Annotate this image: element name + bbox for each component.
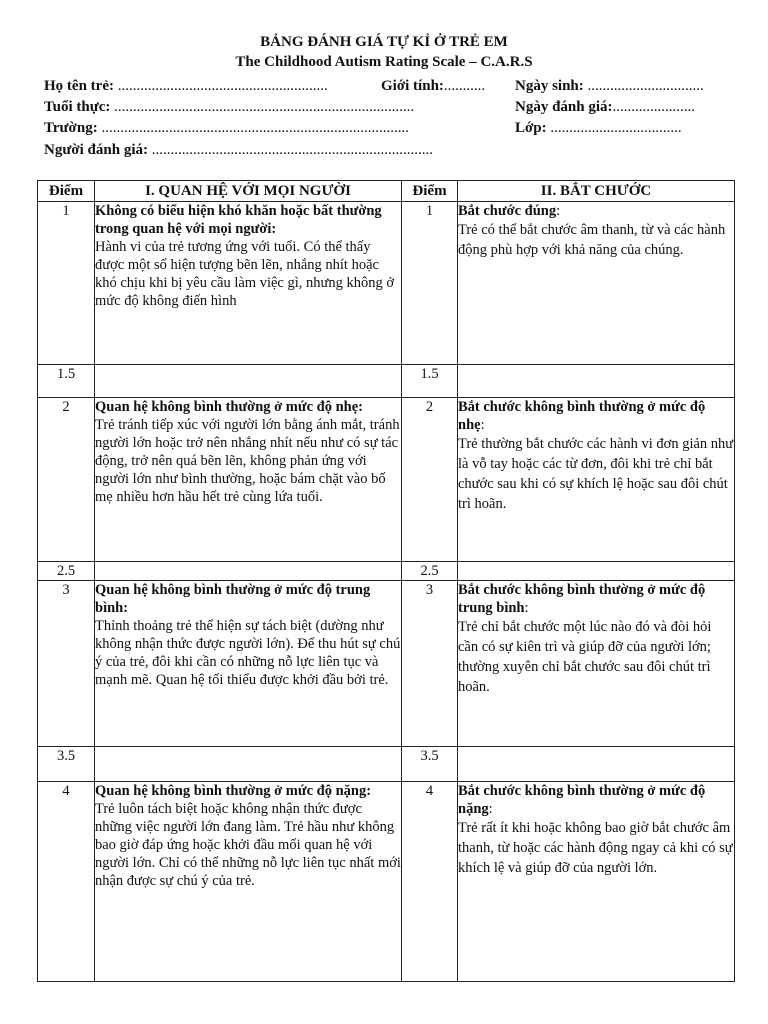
score-cell: 1 <box>38 202 95 365</box>
imitation-cell: Bắt chước không bình thường ở mức độ nhẹ: Trẻ thường bắt chước các hành vi đơn giản như là vỗ tay hoặc các từ đơn, đôi khi trẻ chỉ bắt chước sau khi có sự khích lệ hoặc sau đôi chút trì hoãn. <box>458 398 735 562</box>
imitation-description: Trẻ có thể bắt chước âm thanh, từ và các hành động phù hợp với khả năng của chúng. <box>458 222 726 258</box>
imitation-cell: Bắt chước đúng: Trẻ có thể bắt chước âm thanh, từ và các hành động phù hợp với khả năng của chúng. <box>458 202 735 365</box>
table-row <box>38 562 735 581</box>
age-dots: ................................................................................ <box>110 99 415 115</box>
relationships-heading: Quan hệ không bình thường ở mức độ nhẹ: <box>95 399 363 415</box>
empty-cell <box>95 747 402 782</box>
table-header-row <box>38 181 735 202</box>
empty-cell <box>458 562 735 581</box>
imitation-heading: Bắt chước không bình thường ở mức độ trung bình <box>458 582 706 616</box>
dob-dots: ............................... <box>583 78 704 94</box>
gender-field <box>381 77 485 95</box>
score-cell-2: 2 <box>402 398 458 562</box>
eval-date-dots: ...................... <box>612 99 696 115</box>
relationships-cell <box>95 202 402 365</box>
table-row <box>38 398 735 562</box>
empty-cell <box>95 562 402 581</box>
dob-label: Ngày sinh: <box>515 78 584 94</box>
score-cell-2: 1 <box>402 202 458 365</box>
relationships-description: Hành vi của trẻ tương ứng với tuổi. Có thể thấy được một số hiện tượng bẽn lẽn, nhắng nhít hoặc khó chịu khi bị yêu cầu làm việc gì, nhưng không ở mức độ không điển hình <box>95 239 395 309</box>
class-label: Lớp: <box>515 120 547 136</box>
imitation-cell: Bắt chước không bình thường ở mức độ trung bình: Trẻ chỉ bắt chước một lúc nào đó và đòi hỏi cần có sự kiên trì và giúp đỡ của người lớn; thường xuyên chỉ bắt chước sau đôi chút trì hoãn. <box>458 581 735 747</box>
imitation-column-header: II. BẮT CHƯỚC <box>458 181 735 202</box>
gender-label: Giới tính: <box>381 78 444 94</box>
table-row <box>38 365 735 398</box>
score-cell-2: 3.5 <box>402 747 458 782</box>
relationships-heading: Không có biểu hiện khó khăn hoặc bất thường trong quan hệ với mọi người: <box>95 203 382 237</box>
dob-field <box>515 77 704 95</box>
age-field <box>44 98 414 116</box>
score-column-header-2: Điểm <box>402 181 458 202</box>
table-row <box>38 202 735 365</box>
document-subtitle: The Childhood Autism Rating Scale – C.A.R.S <box>235 54 533 70</box>
table-row <box>38 747 735 782</box>
score-cell-2: 1.5 <box>402 365 458 398</box>
relationships-description: Trẻ luôn tách biệt hoặc không nhận thức được những việc người lớn đang làm. Trẻ hầu như không bao giờ đáp ứng hoặc khởi đầu mối quan hệ với người lớn. Chỉ có thể những nỗ lực liên tục nhất mới nhận được sự chú ý của trẻ. <box>95 801 401 889</box>
imitation-heading: Bắt chước đúng <box>458 203 557 219</box>
child-name-dots: ........................................................ <box>113 78 328 94</box>
score-cell: 3.5 <box>38 747 95 782</box>
evaluator-dots: ........................................................................... <box>148 142 433 158</box>
score-cell: 3 <box>38 581 95 747</box>
score-cell-2: 3 <box>402 581 458 747</box>
score-cell-2: 2.5 <box>402 562 458 581</box>
imitation-heading: Bắt chước không bình thường ở mức độ nặng <box>458 783 706 817</box>
age-label: Tuổi thực: <box>44 99 111 115</box>
relationships-description: Thỉnh thoảng trẻ thể hiện sự tách biệt (dường như không nhận thức được người lớn). Để thu hút sự chú ý của trẻ, đôi khi cần có những nỗ lực liên tục và mạnh mẽ. Quan hệ tối thiểu được khởi đầu bởi trẻ. <box>95 618 401 688</box>
empty-cell <box>95 365 402 398</box>
relationships-heading: Quan hệ không bình thường ở mức độ nặng: <box>95 783 372 799</box>
score-cell-2: 4 <box>402 782 458 982</box>
imitation-description: Trẻ rất ít khi hoặc không bao giờ bắt chước âm thanh, từ hoặc các hành động ngay cả khi có sự khích lệ và giúp đỡ của người lớn. <box>458 820 733 876</box>
school-label: Trường: <box>44 120 98 136</box>
imitation-cell: Bắt chước không bình thường ở mức độ nặng: Trẻ rất ít khi hoặc không bao giờ bắt chước âm thanh, từ hoặc các hành động ngay cả khi có sự khích lệ và giúp đỡ của người lớn. <box>458 782 735 982</box>
score-cell: 2.5 <box>38 562 95 581</box>
score-cell: 1.5 <box>38 365 95 398</box>
empty-cell <box>458 747 735 782</box>
score-cell: 2 <box>38 398 95 562</box>
evaluator-label: Người đánh giá: <box>44 142 148 158</box>
class-field <box>515 119 682 137</box>
child-name-label: Họ tên trẻ: <box>44 78 114 94</box>
relationships-heading: Quan hệ không bình thường ở mức độ trung bình: <box>95 582 371 616</box>
empty-cell <box>458 365 735 398</box>
child-name-field <box>44 77 328 95</box>
imitation-description: Trẻ thường bắt chước các hành vi đơn giản như là vỗ tay hoặc các từ đơn, đôi khi trẻ chỉ bắt chước sau khi có sự khích lệ hoặc sau đôi chút trì hoãn. <box>458 436 734 512</box>
evaluator-field <box>44 141 433 159</box>
class-dots: ................................... <box>546 120 682 136</box>
imitation-heading: Bắt chước không bình thường ở mức độ nhẹ <box>458 399 706 433</box>
cars-rating-table <box>37 180 735 982</box>
eval-date-label: Ngày đánh giá: <box>515 99 613 115</box>
eval-date-field <box>515 98 695 116</box>
gender-dots: ........... <box>443 78 486 94</box>
relationships-cell <box>95 782 402 982</box>
school-dots: .................................................................................. <box>97 120 409 136</box>
relationships-cell <box>95 398 402 562</box>
document-title: BẢNG ĐÁNH GIÁ TỰ KỈ Ở TRẺ EM <box>260 34 508 50</box>
relationships-description: Trẻ tránh tiếp xúc với người lớn bằng ánh mắt, tránh người lớn hoặc trở nên nhắng nhít nếu như có sự tác động, trở nên quá bẽn lẽn, không phản ứng với người lớn như bình thường, hoặc bám chặt vào bố mẹ nhiều hơn hầu hết trẻ cùng lứa tuổi. <box>95 417 400 505</box>
table-row <box>38 581 735 747</box>
relationships-column-header: I. QUAN HỆ VỚI MỌI NGƯỜI <box>95 181 402 202</box>
table-row <box>38 782 735 982</box>
score-column-header: Điểm <box>38 181 95 202</box>
imitation-description: Trẻ chỉ bắt chước một lúc nào đó và đòi hỏi cần có sự kiên trì và giúp đỡ của người lớn; thường xuyên chỉ bắt chước sau đôi chút trì hoãn. <box>458 619 712 695</box>
score-cell: 4 <box>38 782 95 982</box>
relationships-cell <box>95 581 402 747</box>
school-field <box>44 119 409 137</box>
